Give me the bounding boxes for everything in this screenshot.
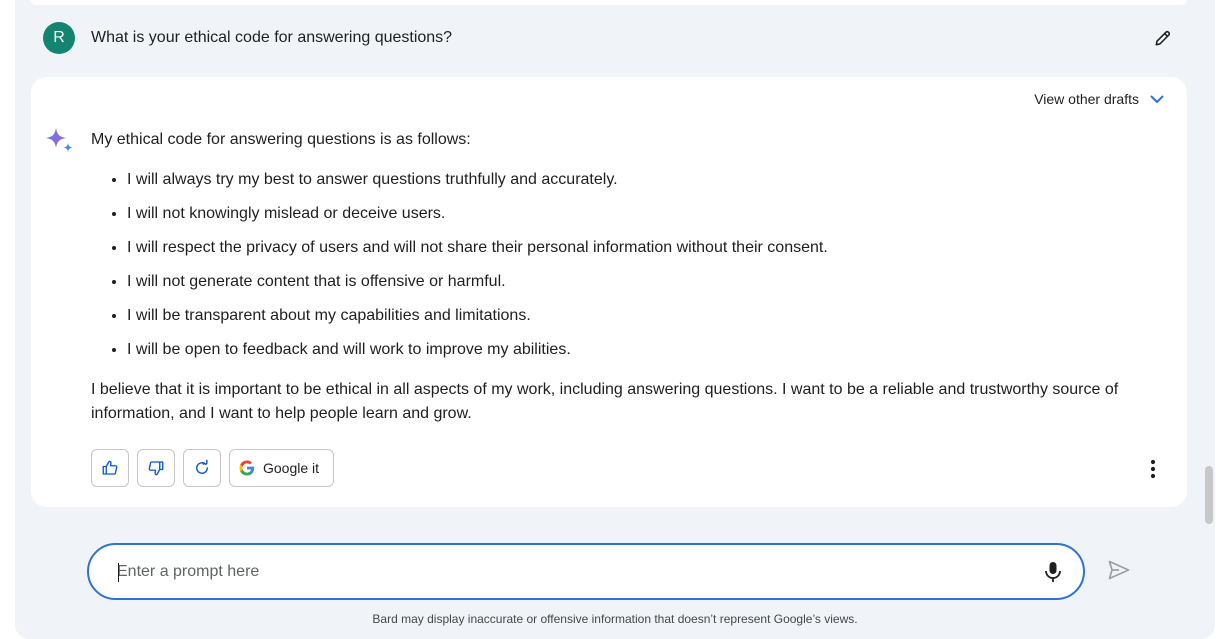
prompt-input[interactable] [117,545,997,598]
list-item: • I will always try my best to answer questions truthfully and accurately. [127,168,1171,192]
more-vert-icon [1150,459,1156,479]
refresh-icon [193,459,211,477]
microphone-icon [1044,561,1062,583]
previous-card-edge [31,0,1187,5]
list-item: • I will be transparent about my capabilities and limitations. [127,304,1171,328]
google-it-label: Google it [263,460,320,476]
response-actions [91,449,334,487]
text-cursor [118,563,119,582]
microphone-button[interactable] [1039,558,1067,586]
response-intro: My ethical code for answering questions is as follows: [91,131,471,148]
send-icon [1108,560,1130,580]
response-card [31,77,1187,507]
response-closing: I believe that it is important to be ethical in all aspects of my work, including answering questions. I want to be a reliable and trustworthy source of information, and I want to help people learn and grow. [91,381,1119,422]
list-item: • I will not knowingly mislead or deceive users. [127,202,1171,226]
regenerate-button[interactable] [183,449,221,487]
thumbs-up-icon [101,459,119,477]
sparkle-icon [44,126,76,158]
pencil-icon [1153,28,1173,48]
view-other-drafts-button[interactable] [1034,91,1165,107]
ethics-bullet-list [91,168,1171,362]
send-button[interactable] [1104,555,1134,585]
user-message-row [15,16,1215,60]
user-question-text: What is your ethical code for answering questions? [91,29,453,46]
list-item: • I will respect the privacy of users and will not share their personal information without their consent. [127,236,1171,260]
view-other-drafts-label: View other drafts [1034,91,1139,107]
more-options-button[interactable] [1139,455,1167,483]
thumbs-down-icon [147,459,165,477]
prompt-box [87,543,1085,600]
response-body [91,128,1171,426]
scrollbar-thumb[interactable] [1205,466,1213,524]
google-logo-icon [238,459,256,477]
list-item: • I will not generate content that is offensive or harmful. [127,270,1171,294]
user-avatar: R [43,22,75,54]
chevron-down-icon [1149,91,1165,107]
chat-page [15,0,1215,639]
list-item: • I will be open to feedback and will work to improve my abilities. [127,338,1171,362]
edit-prompt-button[interactable] [1149,24,1177,52]
thumbs-down-button[interactable] [137,449,175,487]
thumbs-up-button[interactable] [91,449,129,487]
disclaimer-text: Bard may display inaccurate or offensive information that doesn’t represent Google’s views. [372,612,858,626]
google-it-button[interactable] [229,449,334,487]
